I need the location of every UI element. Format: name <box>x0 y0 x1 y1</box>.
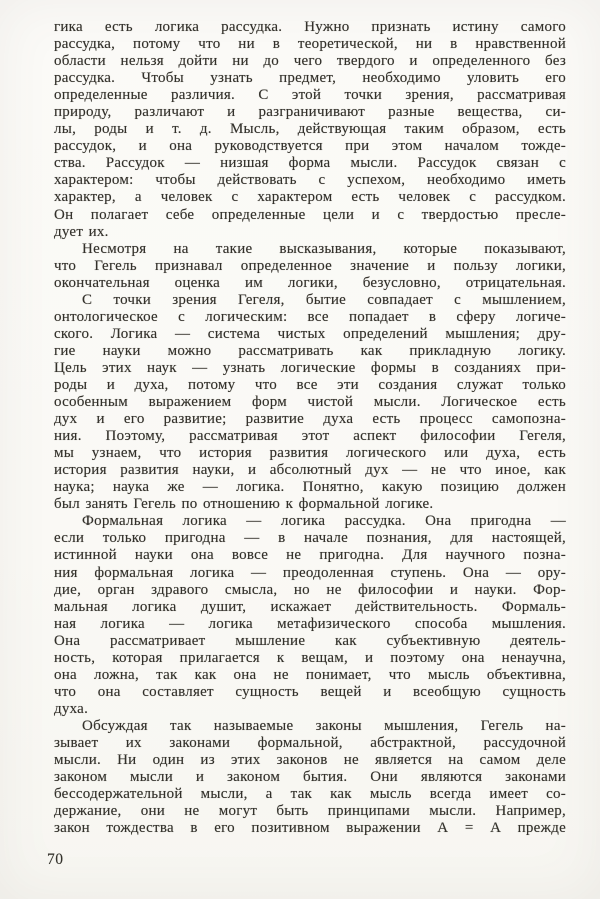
text-line: гика есть логика рассудка. Нужно признать истину самого <box>54 19 566 35</box>
text-line: мальная логика душит, искажает действительность. Формаль- <box>54 598 566 615</box>
text-line: дие, орган здравого смысла, но не философии и науки. Фор- <box>54 581 566 598</box>
text-line: Цель этих наук — узнать логические формы в созданиях при- <box>54 359 566 376</box>
text-line: наука; наука же — логика. Понятно, какую позицию должен <box>54 479 566 496</box>
text-line: ния формальная логика — преодоленная ступень. Она — ору- <box>54 564 566 581</box>
text-line: области нельзя дойти ни до чего твердого и определенного без <box>54 53 566 70</box>
text-line: зывает их законами формальной, абстрактной, рассудочной <box>54 734 566 751</box>
text-line: рассудок, и она руководствуется при этом началом тожде- <box>54 138 566 155</box>
text-line: природу, различают и разграничивают разные вещества, си- <box>54 104 566 121</box>
text-line: закон тождества в его позитивном выражении А = А прежде <box>54 820 566 837</box>
text-line: гие науки можно рассматривать как прикладную логику. <box>54 342 566 359</box>
text-line: она ложна, так как она не понимает, что мысль объективна, <box>54 666 566 683</box>
page-number: 70 <box>47 851 64 868</box>
text-line: окончательная оценка им логики, безусловно, отрицательная. <box>54 274 566 291</box>
text-line: характер, а человек с характером есть человек с рассудком. <box>54 189 566 206</box>
paragraph <box>54 292 566 514</box>
text-line: история развития науки, и абсолютный дух — не что иное, как <box>54 462 566 479</box>
text-line: онтологическое с логическим: все попадает в сферу логиче- <box>54 308 566 325</box>
text-line: ского. Логика — система чистых определений мышления; дру- <box>54 325 566 342</box>
text-line: рассудка. Чтобы узнать предмет, необходимо уловить его <box>54 70 566 87</box>
text-line: мысли. Ни один из этих законов не является на самом деле <box>54 752 566 769</box>
text-line: ная логика — логика метафизического способа мышления. <box>54 615 566 632</box>
text-line: особенным выражением форм чистой мысли. Логическое есть <box>54 394 566 411</box>
text-line: бессодержательной мысли, а так как мысль всегда имеет со- <box>54 786 566 803</box>
paragraph <box>54 241 566 292</box>
text-line: Она рассматривает мышление как субъективную деятель- <box>54 632 566 649</box>
text-line: держание, они не могут быть принципами мысли. Например, <box>54 803 566 820</box>
text-line: роды и духа, потому что все эти создания служат только <box>54 376 566 393</box>
text-line: истинной науки она вовсе не пригодна. Для научного позна- <box>54 547 566 564</box>
text-line: что Гегель признавал определенное значение и пользу логики, <box>54 257 566 274</box>
text-line: характером: чтобы действовать с успехом, необходимо иметь <box>54 172 566 189</box>
text-line: духа. <box>54 700 89 717</box>
paragraph <box>54 718 566 837</box>
text-line: дух и его развитие; развитие духа есть процесс самопозна- <box>54 411 566 428</box>
paragraph <box>54 19 566 241</box>
text-line: что она составляет сущность вещей и всеобщую сущность <box>54 683 566 700</box>
text-line: Несмотря на такие высказывания, которые показывают, <box>82 240 566 257</box>
text-line: мы узнаем, что история развития логического или духа, есть <box>54 445 566 462</box>
text-line: ства. Рассудок — низшая форма мысли. Рассудок связан с <box>54 155 566 172</box>
page-text <box>54 19 566 837</box>
text-line: Формальная логика — логика рассудка. Она пригодна — <box>82 513 566 530</box>
text-line: ность, которая прилагается к вещам, и поэтому она ненаучна, <box>54 649 566 666</box>
text-line: был занять Гегель по отношению к формальной логике. <box>54 496 434 513</box>
text-line: лы, роды и т. д. Мысль, действующая таким образом, есть <box>54 121 566 138</box>
text-line: ния. Поэтому, рассматривая этот аспект философии Гегеля, <box>54 428 566 445</box>
text-line: Он полагает себе определенные цели и с твердостью пресле- <box>54 206 566 223</box>
text-line: рассудка, потому что ни в теоретической, ни в нравственной <box>54 36 566 53</box>
text-line: определенные различия. С этой точки зрения, рассматривая <box>54 87 566 104</box>
text-line: Обсуждая так называемые законы мышления, Гегель на- <box>82 717 566 734</box>
text-line: законом мысли и законом бытия. Они являются законами <box>54 769 566 786</box>
paragraph <box>54 513 566 718</box>
text-line: дует их. <box>54 223 109 240</box>
text-line: С точки зрения Гегеля, бытие совпадает с мышлением, <box>82 291 566 308</box>
text-line: если только пригодна — в начале познания, для настоящей, <box>54 530 566 547</box>
